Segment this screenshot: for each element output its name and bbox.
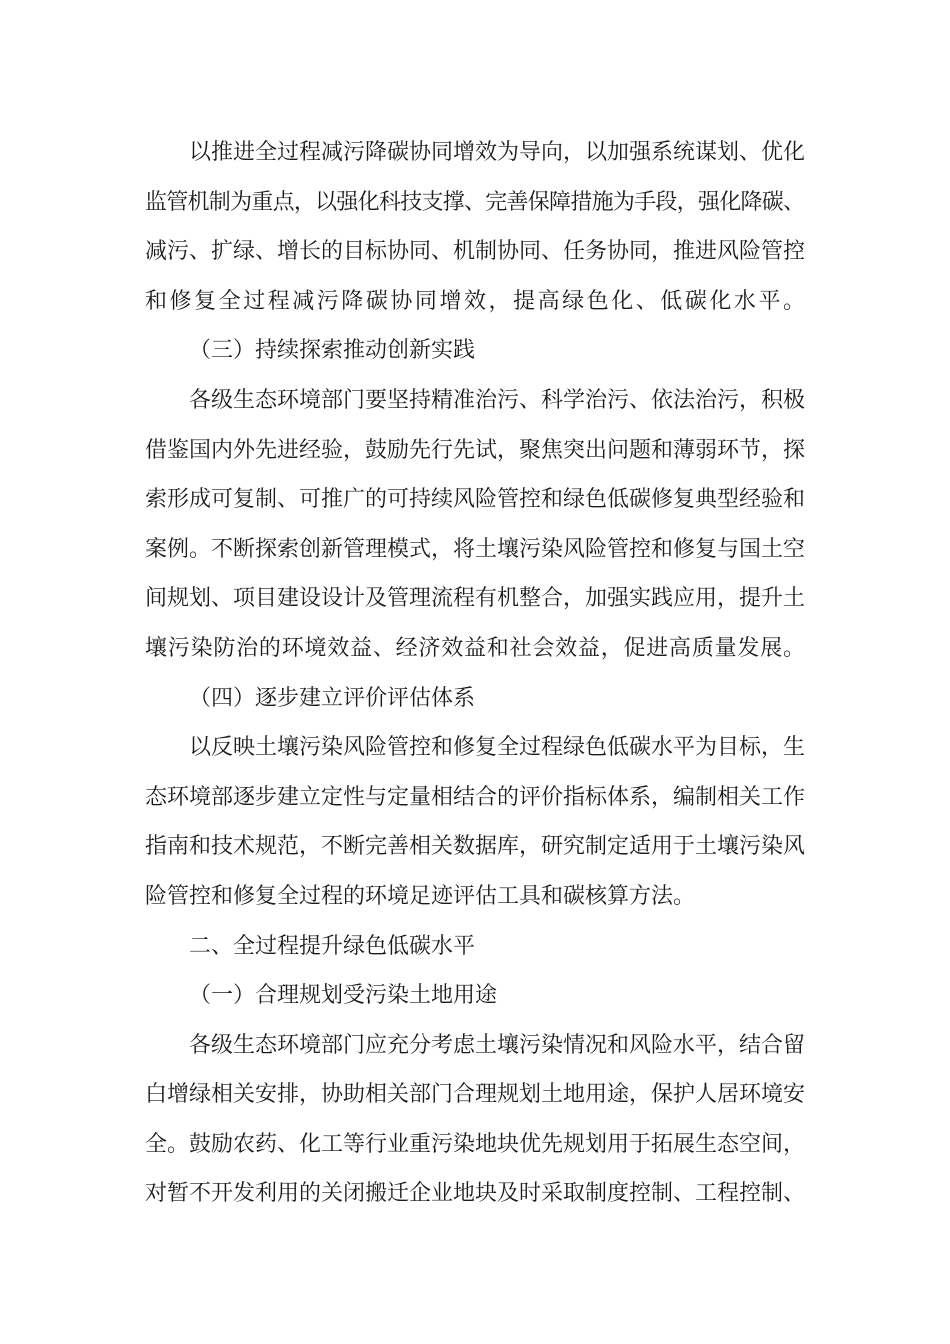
text-line: 以推进全过程减污降碳协同增效为导向，以加强系统谋划、优化 <box>189 140 805 165</box>
text-line: 减污、扩绿、增长的目标协同、机制协同、任务协同，推进风险管控 <box>145 239 805 265</box>
text-line: （三）持续探索推动创新实践 <box>189 338 476 364</box>
text-line: 二、全过程提升绿色低碳水平 <box>189 933 476 959</box>
text-line: 对暂不开发利用的关闭搬迁企业地块及时采取制度控制、工程控制、 <box>145 1181 805 1207</box>
text-line: 各级生态环境部门应充分考虑土壤污染情况和风险水平，结合留 <box>189 1032 805 1058</box>
text-line: 索形成可复制、可推广的可持续风险管控和绿色低碳修复典型经验和 <box>145 487 805 513</box>
text-line: 借鉴国内外先进经验，鼓励先行先试，聚焦突出问题和薄弱环节，探 <box>145 437 805 463</box>
text-line: 指南和技术规范，不断完善相关数据库，研究制定适用于土壤污染风 <box>145 834 805 860</box>
document-body <box>145 128 808 1219</box>
text-line: （一）合理规划受污染土地用途 <box>189 983 498 1009</box>
text-line: 以反映土壤污染风险管控和修复全过程绿色低碳水平为目标，生 <box>189 735 805 761</box>
text-line: 和修复全过程减污降碳协同增效，提高绿色化、低碳化水平。 <box>145 288 808 314</box>
text-line: 间规划、项目建设设计及管理流程有机整合，加强实践应用，提升土 <box>145 586 805 612</box>
text-line: 白增绿相关安排，协助相关部门合理规划土地用途，保护人居环境安 <box>145 1082 805 1108</box>
text-line: 各级生态环境部门要坚持精准治污、科学治污、依法治污，积极 <box>189 387 805 413</box>
text-line: （四）逐步建立评价评估体系 <box>189 685 476 711</box>
text-line: 全。鼓励农药、化工等行业重污染地块优先规划用于拓展生态空间， <box>145 1131 805 1157</box>
text-line: 险管控和修复全过程的环境足迹评估工具和碳核算方法。 <box>145 883 696 909</box>
text-line: 案例。不断探索创新管理模式，将土壤污染风险管控和修复与国土空 <box>145 536 805 562</box>
text-line: 监管机制为重点，以强化科技支撑、完善保障措施为手段，强化降碳、 <box>145 189 805 215</box>
text-line: 壤污染防治的环境效益、经济效益和社会效益，促进高质量发展。 <box>145 635 806 661</box>
text-line: 态环境部逐步建立定性与定量相结合的评价指标体系，编制相关工作 <box>145 784 805 810</box>
